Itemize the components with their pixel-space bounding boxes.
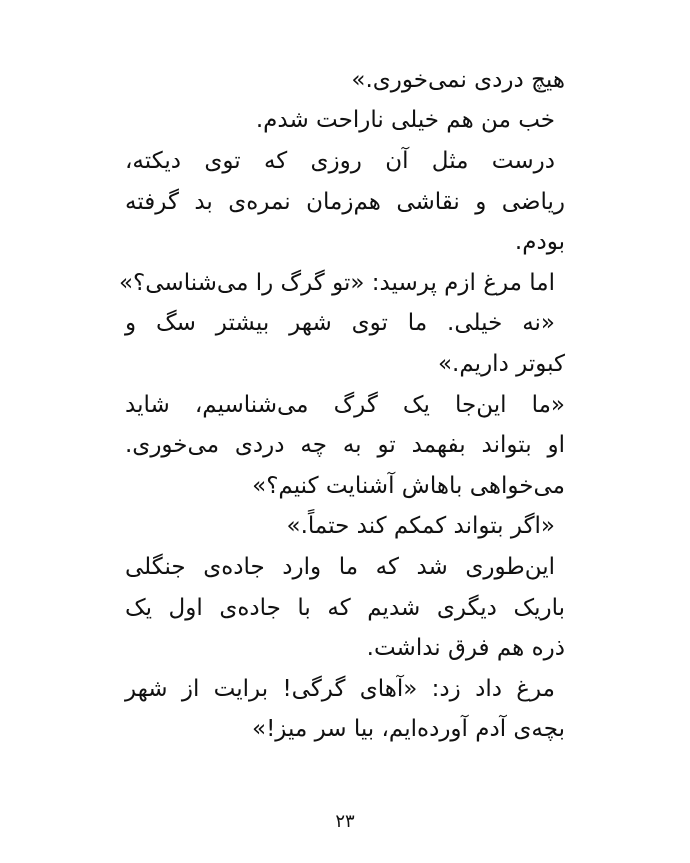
text-line: «ما این‌جا یک گرگ می‌شناسیم، شاید bbox=[125, 392, 565, 418]
text-line: اما مرغ ازم پرسید: «تو گرگ را می‌شناسی؟» bbox=[118, 270, 555, 296]
text-line: بودم. bbox=[514, 229, 565, 255]
text-line: «نه خیلی. ما توی شهر بیشتر سگ و bbox=[125, 310, 555, 336]
text-line: خب من هم خیلی ناراحت شدم. bbox=[255, 107, 555, 133]
text-line: او بتواند بفهمد تو به چه دردی می‌خوری. bbox=[125, 432, 565, 458]
text-line: کبوتر داریم.» bbox=[437, 351, 565, 377]
text-line: این‌طوری شد که ما وارد جاده‌ی جنگلی bbox=[125, 554, 555, 580]
text-line: باریک دیگری شدیم که با جاده‌ی اول یک bbox=[125, 595, 565, 621]
text-line: «اگر بتواند کمکم کند حتماً.» bbox=[286, 513, 555, 539]
page-number: ۲۳ bbox=[335, 811, 355, 832]
text-line: هیچ دردی نمی‌خوری.» bbox=[351, 67, 565, 93]
text-line: ذره هم فرق نداشت. bbox=[366, 635, 565, 661]
text-line: بچه‌ی آدم آورده‌ایم، بیا سر میز!» bbox=[252, 716, 565, 742]
text-line: می‌خواهی باهاش آشنایت کنیم؟» bbox=[252, 473, 565, 499]
text-line: مرغ داد زد: «آهای گرگی! برایت از شهر bbox=[125, 676, 555, 702]
text-line: درست مثل آن روزی که توی دیکته، bbox=[125, 148, 555, 174]
text-line: ریاضی و نقاشی هم‌زمان نمره‌ی بد گرفته bbox=[125, 189, 565, 215]
